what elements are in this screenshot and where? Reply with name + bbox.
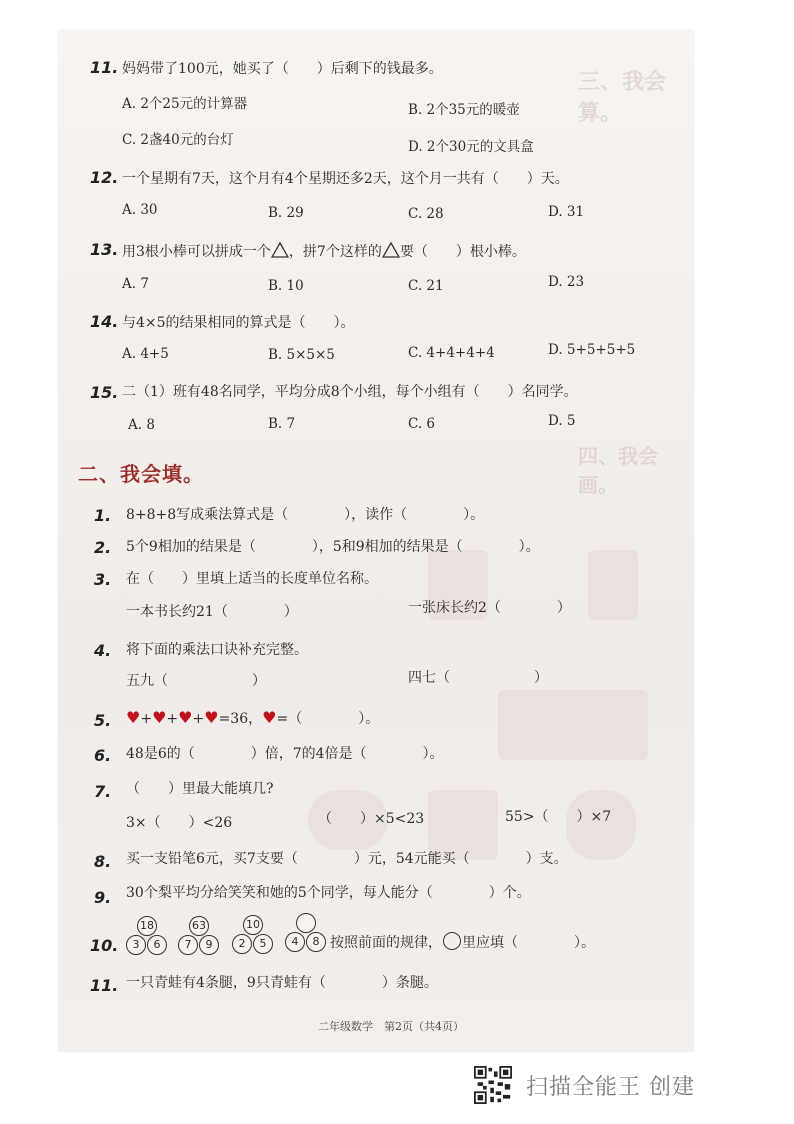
fill-subquestion: 四七（ ） [408,670,548,686]
ghost-shape [588,550,638,620]
pattern-circle: 9 [199,935,219,955]
equation-text: =36， [218,711,263,727]
question-number: 10. [90,936,119,955]
pattern-top-circle: 63 [189,916,209,936]
fill-subquestion: 55>（ ）×7 [505,809,612,825]
heart-icon: ♥ [204,708,219,727]
scanner-label: 扫描全能王 创建 [526,1075,695,1100]
question-number: 5. [94,711,112,730]
question-number: 8. [94,852,112,871]
question-number: 1. [94,506,112,525]
question-number: 15. [90,383,119,402]
triangle-icon [382,242,400,258]
plus-sign: + [166,711,179,727]
option-c: C. 6 [408,416,436,432]
fill-subquestion: 3×（ ）<26 [126,815,233,831]
option-a: A. 7 [122,276,149,292]
pattern-circle: 7 [178,935,198,955]
option-d: D. 23 [548,274,585,290]
stem-part: 要（ ）根小棒。 [399,244,526,260]
ghost-mark: 三、我会算。 [578,70,667,126]
option-d: D. 5 [548,413,576,429]
heart-icon: ♥ [262,708,277,727]
fill-subquestion: 一本书长约21（ ） [126,604,298,620]
option-d: D. 31 [548,204,585,220]
fill-question: 48是6的（ ）倍，7的4倍是（ ）。 [126,746,444,762]
plus-sign: + [140,711,153,727]
question-number: 13. [90,240,119,259]
pattern-circle: 4 [285,932,305,952]
option-a: A. 4+5 [122,346,169,362]
question-number: 12. [90,168,119,187]
fill-question: （ ）里最大能填几? [126,781,274,797]
fill-question: 一只青蛙有4条腿，9只青蛙有（ ）条腿。 [126,975,438,991]
heart-icon: ♥ [126,708,141,727]
question-number: 11. [90,58,119,77]
question-stem: 与4×5的结果相同的算式是（ ）。 [122,315,355,331]
pattern-circle: 6 [147,935,167,955]
fill-question: 30个梨平均分给笑笑和她的5个同学，每人能分（ ）个。 [126,885,531,901]
question-number: 7. [94,782,112,801]
question-number: 14. [90,312,119,331]
question-number: 2. [94,538,112,557]
question-stem [122,242,526,261]
option-c: C. 28 [408,206,444,222]
question-stem: 妈妈带了100元，她买了（ ）后剩下的钱最多。 [122,61,443,77]
heart-icon: ♥ [178,708,193,727]
answer-circle [443,932,461,950]
option-a: A. 30 [122,202,158,218]
qr-code-icon [474,1066,512,1104]
question-number: 9. [94,888,112,907]
pattern-circle: 8 [306,932,326,952]
triangle-icon [271,242,289,258]
pattern-top-circle: 10 [243,915,263,935]
heart-icon: ♥ [152,708,167,727]
pattern-circle: 3 [126,935,146,955]
option-c: C. 4+4+4+4 [408,345,495,361]
page-footer: 二年级数学 第2页（共4页） [318,1020,464,1033]
question-number: 4. [94,641,112,660]
stem-part: 用3根小棒可以拼成一个 [122,244,271,260]
question-number: 3. [94,570,112,589]
option-c: C. 2盏40元的台灯 [122,132,234,148]
pattern-circle: 5 [253,934,273,954]
ghost-mark: 四、我会画。 [578,444,658,497]
fill-question: 5个9相加的结果是（ ），5和9相加的结果是（ ）。 [126,539,540,555]
question-stem: 一个星期有7天，这个月有4个星期还多2天，这个月一共有（ ）天。 [122,171,569,187]
option-b: B. 2个35元的暖壶 [408,102,520,118]
option-b: B. 5×5×5 [268,347,335,363]
fill-question [330,932,595,952]
fill-question: 买一支铅笔6元，买7支要（ ）元，54元能买（ ）支。 [126,851,568,867]
stem-part: 里应填（ ）。 [462,935,595,951]
option-d: D. 5+5+5+5 [548,342,636,358]
fill-question: 8+8+8写成乘法算式是（ ），读作（ ）。 [126,507,485,523]
stem-part: ，拼7个这样的 [288,244,382,260]
stem-part: 按照前面的规律， [330,935,442,951]
option-a: A. 8 [128,417,155,433]
pattern-top-circle [296,913,316,933]
section-title: 二、我会填。 [78,462,204,486]
fill-subquestion: 五九（ ） [126,673,266,689]
option-c: C. 21 [408,278,444,294]
equation-text: =（ ）。 [276,711,380,727]
option-b: B. 29 [268,205,304,221]
option-b: B. 7 [268,416,296,432]
plus-sign: + [192,711,205,727]
option-a: A. 2个25元的计算器 [122,96,248,112]
question-stem: 二（1）班有48名同学，平均分成8个小组，每个小组有（ ）名同学。 [122,384,578,400]
option-b: B. 10 [268,278,304,294]
fill-question: 将下面的乘法口诀补充完整。 [126,642,308,658]
heart-equation [126,709,379,728]
pattern-top-circle: 18 [137,916,157,936]
question-number: 11. [90,976,119,995]
fill-subquestion: 一张床长约2（ ） [408,600,571,616]
fill-question: 在（ ）里填上适当的长度单位名称。 [126,571,378,587]
fill-subquestion: （ ）×5<23 [318,811,425,827]
ghost-shape [498,690,648,760]
question-number: 6. [94,746,112,765]
option-d: D. 2个30元的文具盒 [408,139,534,155]
pattern-circle: 2 [232,934,252,954]
scanner-watermark [474,1066,724,1106]
